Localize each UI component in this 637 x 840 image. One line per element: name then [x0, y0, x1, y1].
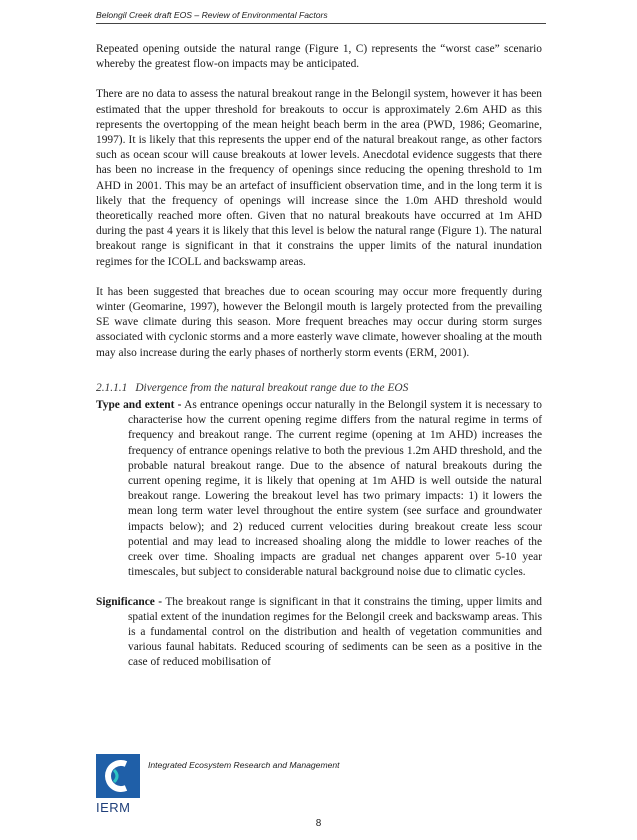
item-text: As entrance openings occur naturally in the Belongil system it is necessary to characterise how the current opening regime differs from the natural regime in terms of frequency and breakout range. The current regime (opening at 1m AHD) increases the frequency of entrance openings relative to both the previous 1.2m AHD threshold, and the probable natural breakout range. Due to the absence of natural breakouts during the current opening regime, it is likely that opening at 1m AHD is well outside the natural breakout range. Lowering the breakout level has two primary impacts: 1) it lowers the mean long term water level throughout the entire system (see surface and groundwater impacts below); and 2) reduced current velocities during breakout create less scour potential and may lead to increased shoaling along the middle to lower reaches of the creek over time. Shoaling impacts are gradual net changes apparent over 5-10 year timescales, but subject to considerable natural background noise due to climatic cycles.: [128, 399, 542, 579]
page-header: Belongil Creek draft EOS – Review of Environmental Factors: [96, 10, 546, 24]
paragraph-1: Repeated opening outside the natural range (Figure 1, C) represents the “worst case” scenario whereby the greatest flow-on impacts may be anticipated.: [96, 43, 542, 71]
item-text: The breakout range is significant in that it constrains the timing, upper limits and spatial extent of the inundation regimes for the Belongil creek and backswamp areas. This is a fundamental control on the distribution and health of vegetation communities and various faunal habitats. Reduced scouring of sediments can be seen as a positive in the case of reduced mobilisation of: [128, 595, 542, 669]
paragraph-2: There are no data to assess the natural breakout range in the Belongil system, however it has been estimated that the upper threshold for breakouts to occur is approximately 2.6m AHD as this represents the overtopping of the mean height beach berm in the area (PWD, 1986; Geomarine, 1997). It is likely that this represents the upper end of the natural breakout range, as other factors such as ocean scour will cause breakouts at lower levels. Anecdotal evidence suggests that there has been no increase in the frequency of openings since reducing the opening threshold to 1m AHD in 2001. This may be an artefact of insufficient observation time, and in the long term it is likely that the frequency of openings will increase since the 1.0m AHD threshold would theoretically reached more often. Given that no natural breakouts have occurred at 1m AHD during the past 4 years it is likely that this level is below the natural range (Figure 1). The natural breakout range is significant in that it constrains the upper limits of the natural inundation regimes for the ICOLL and backswamp areas.: [96, 88, 542, 268]
document-body: [96, 42, 542, 685]
section-title: Divergence from the natural breakout range due to the EOS: [135, 381, 409, 394]
section-number: 2.1.1.1: [96, 381, 128, 394]
significance-item: [96, 595, 542, 671]
logo-mark-icon: [96, 754, 140, 798]
page-number: 8: [315, 818, 322, 829]
type-and-extent-item: [96, 398, 542, 580]
logo-text: IERM: [96, 800, 131, 815]
item-term: Type and extent -: [96, 399, 182, 412]
ierm-logo: [96, 754, 146, 816]
paragraph-3: It has been suggested that breaches due to ocean scouring may occur more frequently during winter (Geomarine, 1997), however the Belongil mouth is largely protected from the prevailing SE wave climate during this season. More frequent breaches may occur during storm surges associated with cyclonic storms and a more easterly wave climate, however shoaling at the mouth may also increase during the early phases of northerly storm events (ERM, 2001).: [96, 285, 542, 359]
section-subheading: [96, 381, 542, 396]
footer-organisation: Integrated Ecosystem Research and Management: [148, 760, 340, 770]
item-term: Significance -: [96, 595, 163, 608]
